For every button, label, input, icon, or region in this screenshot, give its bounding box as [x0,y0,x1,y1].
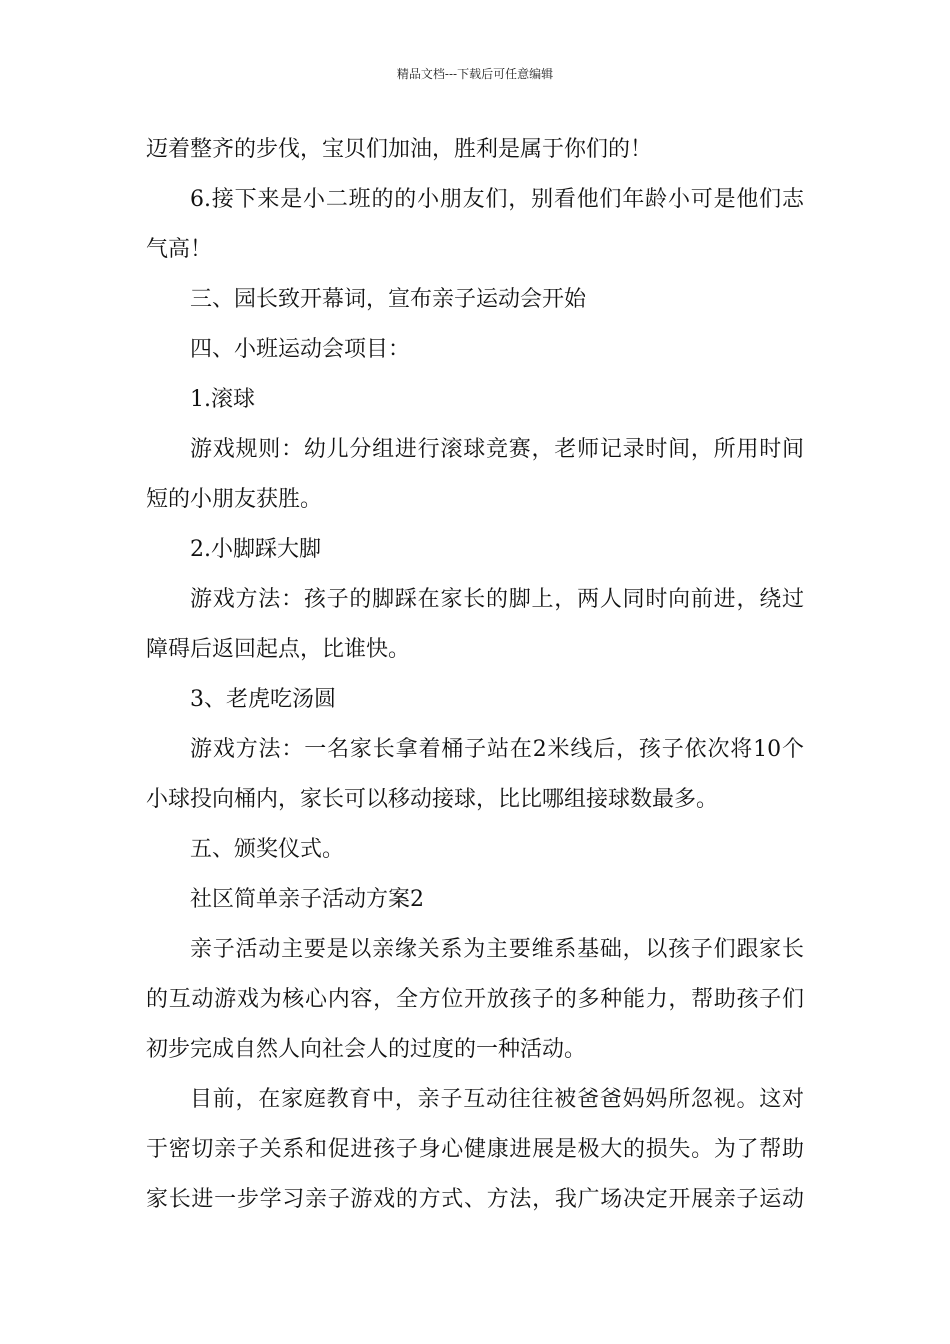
paragraph-line: 障碍后返回起点，比谁快。 [146,637,411,662]
paragraph-line: 目前，在家庭教育中，亲子互动往往被爸爸妈妈所忽视。这对 [190,1087,804,1112]
section-heading: 三、园长致开幕词，宣布亲子运动会开始 [190,287,587,312]
paragraph-line: 家长进一步学习亲子游戏的方式、方法，我广场决定开展亲子运动 [146,1187,804,1212]
paragraph-line: 6.接下来是小二班的的小朋友们，别看他们年龄小可是他们志 [190,187,804,212]
item-heading: 2.小脚踩大脚 [190,537,321,562]
section-heading: 四、小班运动会项目： [190,337,411,362]
paragraph-line: 亲子活动主要是以亲缘关系为主要维系基础，以孩子们跟家长 [190,937,804,962]
paragraph-line: 迈着整齐的步伐，宝贝们加油，胜利是属于你们的！ [146,137,653,162]
paragraph-line: 的互动游戏为核心内容，全方位开放孩子的多种能力，帮助孩子们 [146,987,804,1012]
page-header: 精品文档---下载后可任意编辑 [396,67,554,81]
document-subtitle: 社区简单亲子活动方案2 [190,887,424,912]
paragraph-line: 游戏方法：孩子的脚踩在家长的脚上，两人同时向前进，绕过 [190,587,804,612]
item-heading: 1.滚球 [190,387,255,412]
paragraph-line: 于密切亲子关系和促进孩子身心健康进展是极大的损失。为了帮助 [146,1137,804,1162]
paragraph-line: 游戏规则：幼儿分组进行滚球竞赛，老师记录时间，所用时间 [190,437,804,462]
paragraph-line: 游戏方法：一名家长拿着桶子站在2米线后，孩子依次将10个 [190,737,804,762]
section-heading: 五、颁奖仪式。 [190,837,345,862]
paragraph-line: 小球投向桶内，家长可以移动接球，比比哪组接球数最多。 [146,787,719,812]
paragraph-line: 短的小朋友获胜。 [146,487,323,512]
paragraph-line: 初步完成自然人向社会人的过度的一种活动。 [146,1037,587,1062]
paragraph-line: 气高！ [146,237,213,262]
item-heading: 3、老虎吃汤圆 [190,687,336,712]
